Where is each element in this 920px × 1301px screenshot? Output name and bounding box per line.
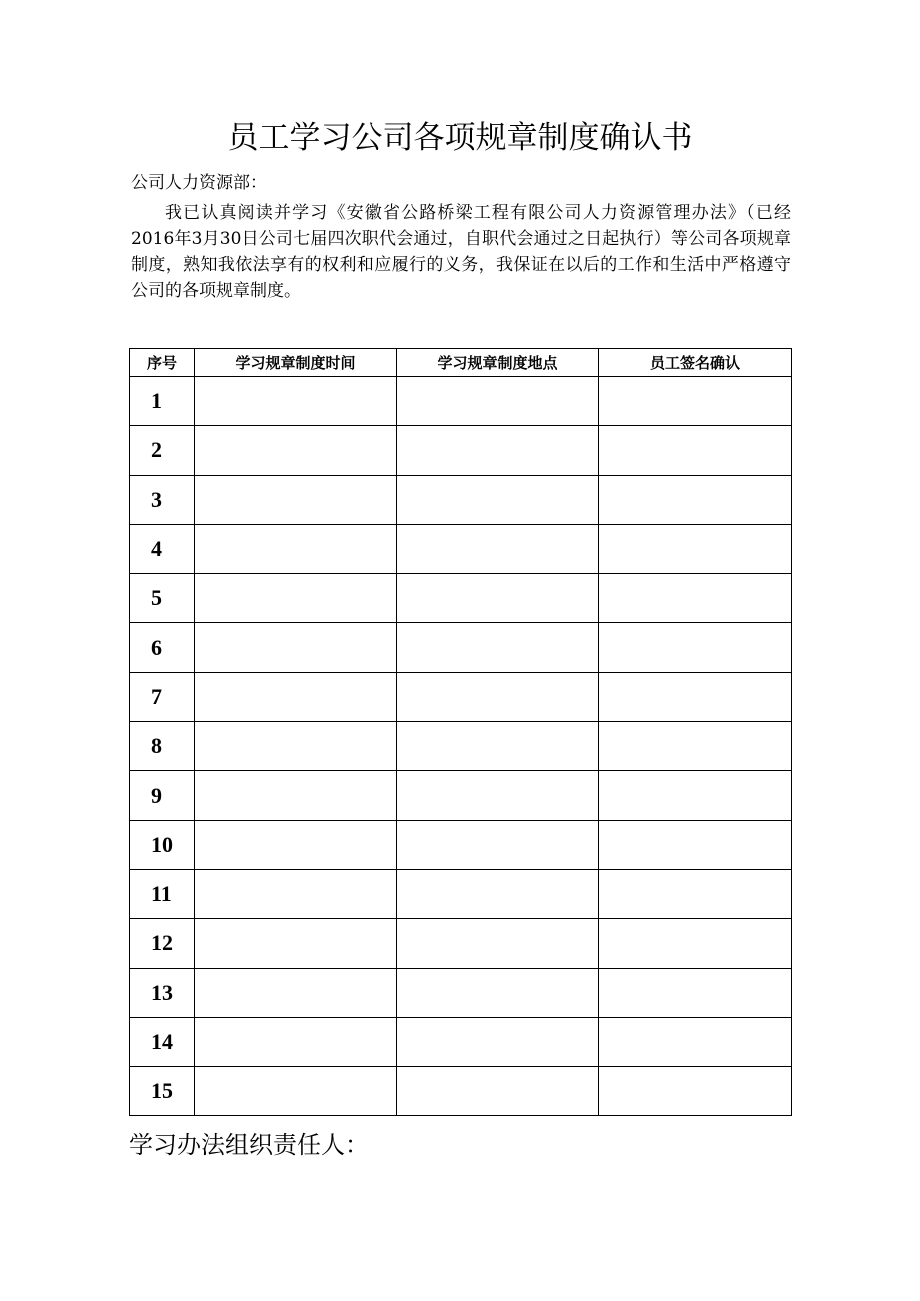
study-time-cell[interactable] bbox=[195, 1017, 397, 1066]
study-location-cell[interactable] bbox=[397, 377, 599, 426]
signature-cell[interactable] bbox=[599, 968, 792, 1017]
study-location-cell[interactable] bbox=[397, 574, 599, 623]
study-time-cell[interactable] bbox=[195, 919, 397, 968]
signature-cell[interactable] bbox=[599, 820, 792, 869]
study-location-cell[interactable] bbox=[397, 524, 599, 573]
study-location-cell[interactable] bbox=[397, 919, 599, 968]
row-serial-number: 13 bbox=[130, 968, 195, 1017]
row-serial-number: 14 bbox=[130, 1017, 195, 1066]
table-row bbox=[130, 377, 792, 426]
study-time-cell[interactable] bbox=[195, 869, 397, 918]
row-serial-number: 4 bbox=[130, 524, 195, 573]
study-time-cell[interactable] bbox=[195, 475, 397, 524]
row-serial-number: 5 bbox=[130, 574, 195, 623]
table-row bbox=[130, 426, 792, 475]
row-serial-number: 11 bbox=[130, 869, 195, 918]
study-time-cell[interactable] bbox=[195, 377, 397, 426]
table-row bbox=[130, 869, 792, 918]
study-location-cell[interactable] bbox=[397, 771, 599, 820]
row-serial-number: 7 bbox=[130, 672, 195, 721]
row-serial-number: 6 bbox=[130, 623, 195, 672]
study-location-cell[interactable] bbox=[397, 820, 599, 869]
header-study-location: 学习规章制度地点 bbox=[397, 349, 599, 377]
signature-cell[interactable] bbox=[599, 574, 792, 623]
study-time-cell[interactable] bbox=[195, 968, 397, 1017]
row-serial-number: 1 bbox=[130, 377, 195, 426]
table-row bbox=[130, 722, 792, 771]
table-row bbox=[130, 1067, 792, 1116]
table-row bbox=[130, 574, 792, 623]
table-body bbox=[130, 377, 792, 1116]
table-row bbox=[130, 672, 792, 721]
study-time-cell[interactable] bbox=[195, 623, 397, 672]
study-location-cell[interactable] bbox=[397, 869, 599, 918]
table-row bbox=[130, 919, 792, 968]
study-time-cell[interactable] bbox=[195, 722, 397, 771]
study-location-cell[interactable] bbox=[397, 1017, 599, 1066]
study-time-cell[interactable] bbox=[195, 524, 397, 573]
signature-cell[interactable] bbox=[599, 672, 792, 721]
signature-cell[interactable] bbox=[599, 426, 792, 475]
document-title: 员工学习公司各项规章制度确认书 bbox=[227, 120, 693, 156]
signature-cell[interactable] bbox=[599, 1017, 792, 1066]
study-time-cell[interactable] bbox=[195, 574, 397, 623]
study-location-cell[interactable] bbox=[397, 623, 599, 672]
study-time-cell[interactable] bbox=[195, 820, 397, 869]
signature-cell[interactable] bbox=[599, 377, 792, 426]
signature-cell[interactable] bbox=[599, 722, 792, 771]
study-location-cell[interactable] bbox=[397, 722, 599, 771]
study-location-cell[interactable] bbox=[397, 968, 599, 1017]
study-time-cell[interactable] bbox=[195, 672, 397, 721]
header-serial-number: 序号 bbox=[130, 349, 195, 377]
study-time-cell[interactable] bbox=[195, 771, 397, 820]
row-serial-number: 3 bbox=[130, 475, 195, 524]
study-time-cell[interactable] bbox=[195, 426, 397, 475]
table-row bbox=[130, 475, 792, 524]
header-employee-signature: 员工签名确认 bbox=[599, 349, 792, 377]
table-row bbox=[130, 968, 792, 1017]
study-location-cell[interactable] bbox=[397, 475, 599, 524]
row-serial-number: 2 bbox=[130, 426, 195, 475]
signature-cell[interactable] bbox=[599, 1067, 792, 1116]
study-location-cell[interactable] bbox=[397, 672, 599, 721]
organizer-label: 学习办法组织责任人： bbox=[129, 1131, 369, 1159]
signature-cell[interactable] bbox=[599, 869, 792, 918]
table-row bbox=[130, 524, 792, 573]
confirmation-paragraph: 我已认真阅读并学习《安徽省公路桥梁工程有限公司人力资源管理办法》（已经2016年3月30日公司七届四次职代会通过，自职代会通过之日起执行）等公司各项规章制度，熟知我依法享有的权利和应履行的义务，我保证在以后的工作和生活中严格遵守公司的各项规章制度。 bbox=[131, 203, 791, 301]
confirmation-table bbox=[129, 348, 792, 1116]
row-serial-number: 12 bbox=[130, 919, 195, 968]
row-serial-number: 10 bbox=[130, 820, 195, 869]
study-location-cell[interactable] bbox=[397, 426, 599, 475]
row-serial-number: 15 bbox=[130, 1067, 195, 1116]
study-location-cell[interactable] bbox=[397, 1067, 599, 1116]
header-study-time: 学习规章制度时间 bbox=[195, 349, 397, 377]
table-row bbox=[130, 820, 792, 869]
signature-cell[interactable] bbox=[599, 623, 792, 672]
signature-cell[interactable] bbox=[599, 475, 792, 524]
signature-cell[interactable] bbox=[599, 919, 792, 968]
row-serial-number: 9 bbox=[130, 771, 195, 820]
study-time-cell[interactable] bbox=[195, 1067, 397, 1116]
signature-cell[interactable] bbox=[599, 771, 792, 820]
table-header-row bbox=[130, 349, 792, 377]
addressee-line: 公司人力资源部： bbox=[131, 173, 267, 193]
table-row bbox=[130, 1017, 792, 1066]
row-serial-number: 8 bbox=[130, 722, 195, 771]
signature-cell[interactable] bbox=[599, 524, 792, 573]
table-row bbox=[130, 771, 792, 820]
table-row bbox=[130, 623, 792, 672]
